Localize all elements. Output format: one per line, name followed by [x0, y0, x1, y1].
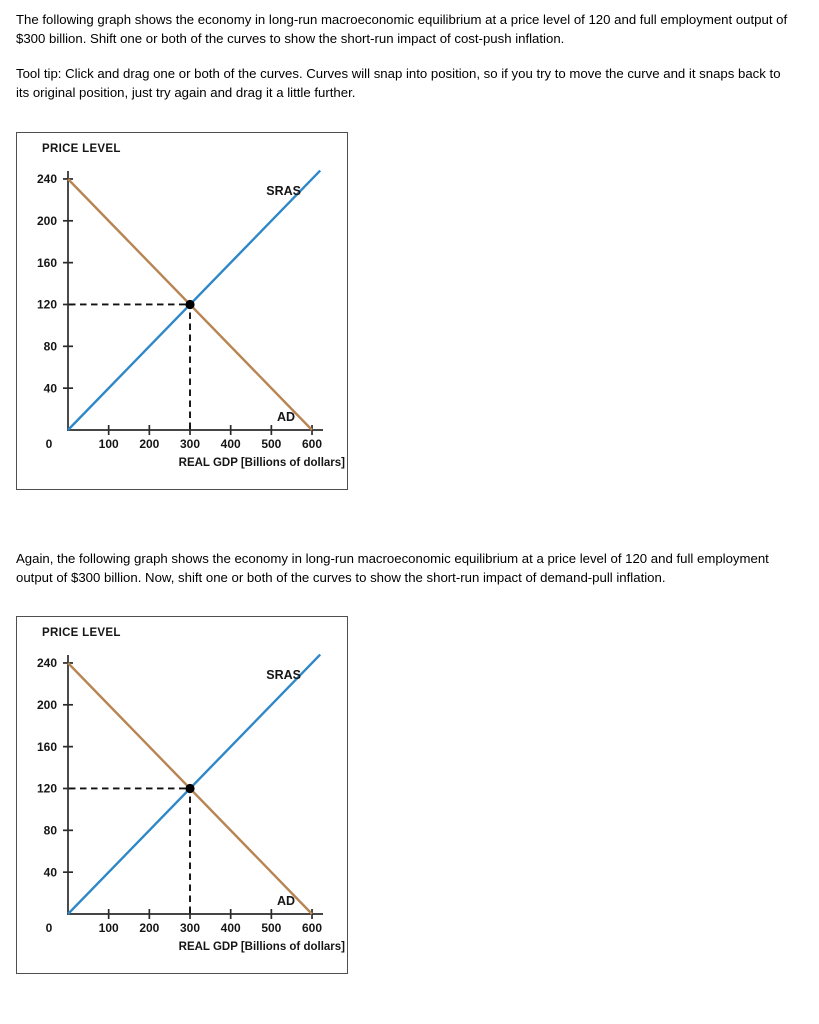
y-tick-label: 40: [43, 380, 57, 395]
y-tick-label: 240: [36, 656, 57, 671]
x-tick-label: 300: [179, 921, 201, 936]
price-level-axis-title: PRICE LEVEL: [42, 142, 121, 155]
x-tick-label: 100: [98, 921, 119, 936]
x-tick-label: 200: [139, 921, 160, 936]
x-tick-label: 600: [302, 436, 323, 451]
real-gdp-axis-caption: REAL GDP [Billions of dollars]: [178, 456, 345, 469]
tool-tip-text: Tool tip: Click and drag one or both of the curves. Curves will snap into position, so if you try to move the curve and it snaps back to its original position, just try again and drag it a little further.: [16, 65, 781, 101]
x-tick-label: 200: [139, 436, 160, 451]
x-tick-label: 500: [261, 921, 282, 936]
x-tick-label: 500: [261, 436, 282, 451]
x-tick-label: 100: [98, 436, 119, 451]
y-tick-label: 120: [36, 297, 57, 312]
sras-curve[interactable]: [68, 170, 320, 429]
cost-push-graph-panel: [16, 132, 348, 490]
y-tick-label: 80: [43, 339, 57, 354]
ad-curve-label: AD: [276, 409, 295, 424]
ad-curve-label: AD: [276, 894, 295, 909]
price-level-axis-title: PRICE LEVEL: [42, 627, 121, 640]
demand-pull-instructions-text: Again, the following graph shows the economy in long-run macroeconomic equilibrium at a price level of 120 and full employment output of $300 billion. Now, shift one or both of the curves to show the short-run impact of demand-pull inflation.: [16, 550, 769, 586]
sras-curve-label: SRAS: [266, 183, 301, 198]
origin-label: 0: [45, 921, 53, 936]
x-tick-label: 400: [220, 436, 241, 451]
y-tick-label: 120: [36, 782, 57, 797]
equilibrium-point: [185, 784, 194, 793]
demand-pull-graph-panel: [16, 616, 348, 974]
demand-pull-graph[interactable]: [17, 617, 347, 973]
y-tick-label: 200: [36, 698, 57, 713]
y-tick-label: 160: [36, 740, 57, 755]
x-tick-label: 400: [220, 921, 241, 936]
x-tick-label: 300: [179, 436, 201, 451]
y-tick-label: 40: [43, 865, 57, 880]
equilibrium-point: [185, 300, 194, 309]
y-tick-label: 240: [36, 171, 57, 186]
sras-curve-label: SRAS: [266, 668, 301, 683]
real-gdp-axis-caption: REAL GDP [Billions of dollars]: [178, 941, 345, 954]
cost-push-instructions-text: The following graph shows the economy in long-run macroeconomic equilibrium at a price level of 120 and full employment output of $300 billion. Shift one or both of the curves to show the short-run impact of cost-push inflation.: [16, 12, 788, 47]
origin-label: 0: [45, 436, 53, 451]
sras-curve[interactable]: [68, 655, 320, 914]
y-tick-label: 80: [43, 823, 57, 838]
x-tick-label: 600: [302, 921, 323, 936]
y-tick-label: 200: [36, 213, 57, 228]
cost-push-graph[interactable]: [17, 133, 347, 489]
y-tick-label: 160: [36, 255, 57, 270]
